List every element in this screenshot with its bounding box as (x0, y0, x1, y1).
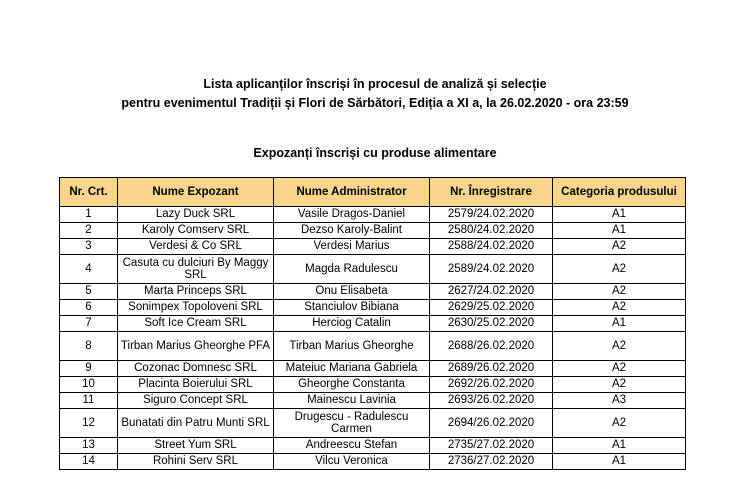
cell-nr: 6 (60, 300, 118, 316)
table-row (60, 454, 686, 470)
cell-inregistrare: 2692/26.02.2020 (430, 377, 553, 393)
table-row (60, 239, 686, 255)
cell-expozant: Tirban Marius Gheorghe PFA (118, 332, 274, 361)
cell-expozant: Karoly Comserv SRL (118, 223, 274, 239)
cell-expozant: Marta Princeps SRL (118, 284, 274, 300)
table-row (60, 207, 686, 223)
header-nr-inregistrare: Nr. Înregistrare (430, 178, 553, 207)
cell-administrator: Verdesi Marius (274, 239, 430, 255)
header-nr-crt: Nr. Crt. (60, 178, 118, 207)
cell-inregistrare: 2579/24.02.2020 (430, 207, 553, 223)
cell-nr: 5 (60, 284, 118, 300)
table-row (60, 284, 686, 300)
cell-nr: 10 (60, 377, 118, 393)
cell-administrator: Drugescu - Radulescu Carmen (274, 409, 430, 438)
cell-categorie: A1 (553, 454, 686, 470)
table-row (60, 393, 686, 409)
table-row (60, 361, 686, 377)
cell-administrator: Gheorghe Constanta (274, 377, 430, 393)
cell-nr: 9 (60, 361, 118, 377)
table-row (60, 223, 686, 239)
table-header-row (60, 178, 686, 207)
cell-inregistrare: 2580/24.02.2020 (430, 223, 553, 239)
table-row (60, 409, 686, 438)
cell-expozant: Sonimpex Topoloveni SRL (118, 300, 274, 316)
cell-expozant: Siguro Concept SRL (118, 393, 274, 409)
cell-inregistrare: 2735/27.02.2020 (430, 438, 553, 454)
cell-expozant: Placinta Boierului SRL (118, 377, 274, 393)
header-nume-administrator: Nume Administrator (274, 178, 430, 207)
table-row (60, 300, 686, 316)
table-row (60, 438, 686, 454)
cell-administrator: Andreescu Stefan (274, 438, 430, 454)
section-subtitle: Expozanți înscriși cu produse alimentare (253, 146, 497, 160)
header-nume-expozant: Nume Expozant (118, 178, 274, 207)
cell-inregistrare: 2629/25.02.2020 (430, 300, 553, 316)
cell-inregistrare: 2693/26.02.2020 (430, 393, 553, 409)
document-title-line-2: pentru evenimentul Tradiții și Flori de Sărbători, Ediția a XI a, la 26.02.2020 - ora 23:59 (121, 96, 629, 110)
cell-administrator: Magda Radulescu (274, 255, 430, 284)
cell-administrator: Mainescu Lavinia (274, 393, 430, 409)
cell-inregistrare: 2630/25.02.2020 (430, 316, 553, 332)
cell-inregistrare: 2694/26.02.2020 (430, 409, 553, 438)
cell-categorie: A1 (553, 223, 686, 239)
cell-nr: 2 (60, 223, 118, 239)
cell-inregistrare: 2688/26.02.2020 (430, 332, 553, 361)
cell-administrator: Herciog Catalin (274, 316, 430, 332)
cell-expozant: Lazy Duck SRL (118, 207, 274, 223)
table-row (60, 316, 686, 332)
cell-categorie: A3 (553, 393, 686, 409)
cell-expozant: Bunatati din Patru Munti SRL (118, 409, 274, 438)
cell-expozant: Rohini Serv SRL (118, 454, 274, 470)
cell-categorie: A1 (553, 316, 686, 332)
table-row (60, 377, 686, 393)
cell-expozant: Cozonac Domnesc SRL (118, 361, 274, 377)
cell-expozant: Street Yum SRL (118, 438, 274, 454)
cell-administrator: Vilcu Veronica (274, 454, 430, 470)
cell-nr: 13 (60, 438, 118, 454)
table-body (60, 207, 686, 470)
cell-administrator: Mateiuc Mariana Gabriela (274, 361, 430, 377)
cell-inregistrare: 2736/27.02.2020 (430, 454, 553, 470)
table-row (60, 332, 686, 361)
cell-expozant: Casuta cu dulciuri By Maggy SRL (118, 255, 274, 284)
cell-categorie: A2 (553, 377, 686, 393)
cell-nr: 14 (60, 454, 118, 470)
cell-categorie: A2 (553, 332, 686, 361)
cell-categorie: A2 (553, 361, 686, 377)
document-title-line-1: Lista aplicanților înscriși în procesul de analiză și selecție (203, 77, 547, 91)
cell-categorie: A2 (553, 239, 686, 255)
cell-inregistrare: 2588/24.02.2020 (430, 239, 553, 255)
cell-categorie: A1 (553, 207, 686, 223)
header-categoria-produsului: Categoria produsului (553, 178, 686, 207)
cell-categorie: A1 (553, 438, 686, 454)
cell-administrator: Tirban Marius Gheorghe (274, 332, 430, 361)
cell-nr: 7 (60, 316, 118, 332)
cell-administrator: Vasile Dragos-Daniel (274, 207, 430, 223)
table-row (60, 255, 686, 284)
cell-inregistrare: 2689/26.02.2020 (430, 361, 553, 377)
cell-nr: 1 (60, 207, 118, 223)
cell-nr: 3 (60, 239, 118, 255)
cell-nr: 4 (60, 255, 118, 284)
cell-administrator: Stanciulov Bibiana (274, 300, 430, 316)
cell-categorie: A2 (553, 284, 686, 300)
cell-inregistrare: 2589/24.02.2020 (430, 255, 553, 284)
cell-categorie: A2 (553, 255, 686, 284)
cell-categorie: A2 (553, 300, 686, 316)
cell-nr: 8 (60, 332, 118, 361)
exhibitors-table (59, 177, 686, 470)
cell-expozant: Soft Ice Cream SRL (118, 316, 274, 332)
cell-administrator: Dezso Karoly-Balint (274, 223, 430, 239)
cell-nr: 12 (60, 409, 118, 438)
cell-inregistrare: 2627/24.02.2020 (430, 284, 553, 300)
cell-categorie: A2 (553, 409, 686, 438)
cell-nr: 11 (60, 393, 118, 409)
cell-administrator: Onu Elisabeta (274, 284, 430, 300)
cell-expozant: Verdesi & Co SRL (118, 239, 274, 255)
